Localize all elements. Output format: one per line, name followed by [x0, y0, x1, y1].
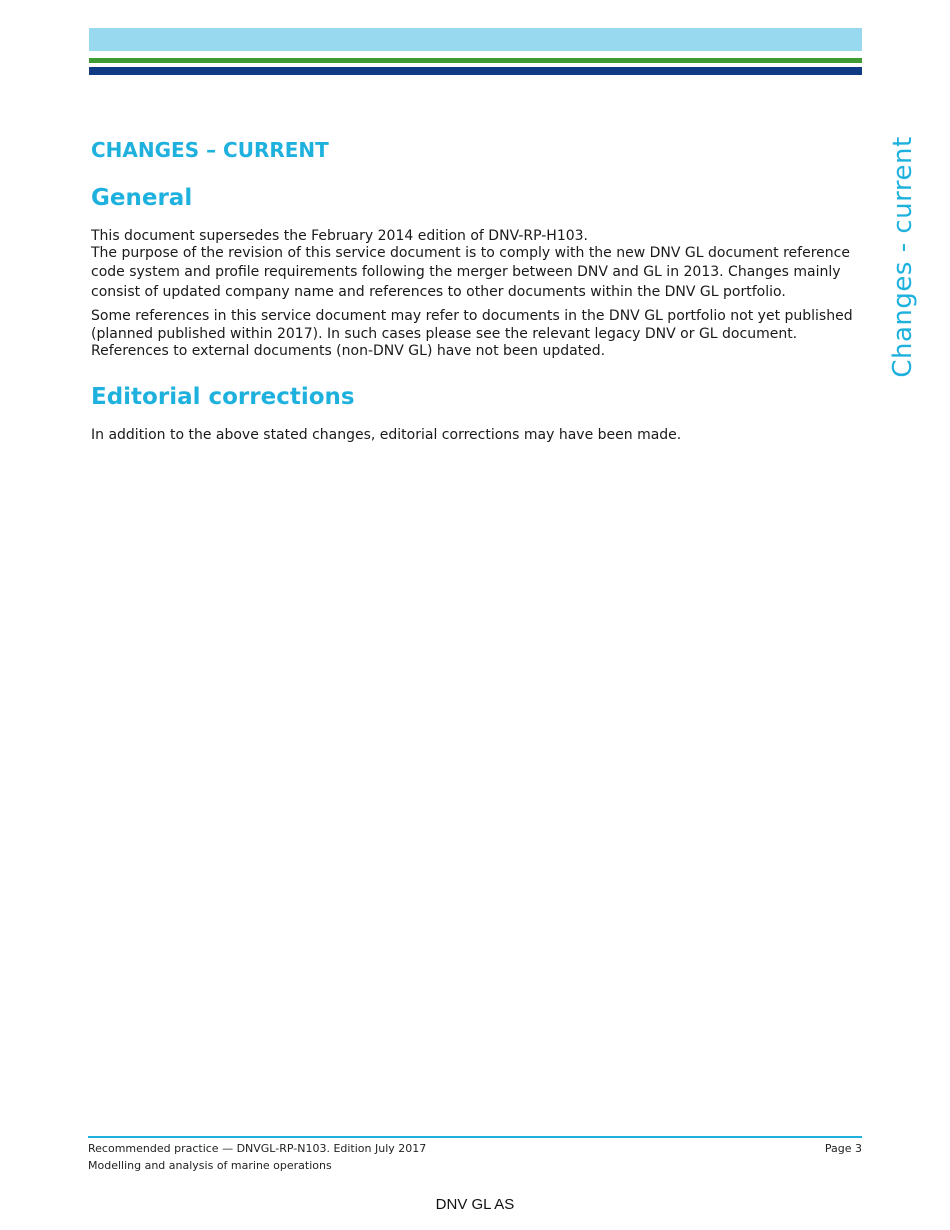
publisher-name: DNV GL AS	[435, 1196, 515, 1213]
footer-divider	[88, 1136, 862, 1138]
header-band-light	[89, 28, 862, 51]
header-band-green	[89, 58, 862, 63]
section-heading-editorial: Editorial corrections	[91, 384, 355, 410]
footer-page-number: Page 3	[824, 1142, 862, 1155]
footer-document-title: Modelling and analysis of marine operations	[88, 1159, 332, 1172]
side-section-tab: Changes - current	[888, 136, 918, 378]
paragraph-supersedes: This document supersedes the February 2014 edition of DNV-RP-H103.	[91, 228, 588, 244]
section-heading-general: General	[91, 185, 193, 211]
page-title: CHANGES – CURRENT	[91, 138, 329, 162]
header-band-blue	[89, 67, 862, 75]
paragraph-references: Some references in this service document may refer to documents in the DNV GL portfolio not yet published (planned published within 2017). In such cases please see the relevant legacy DNV or GL document. References to external documents (non-DNV GL) have not been updated.	[91, 308, 853, 359]
footer-document-id: Recommended practice — DNVGL-RP-N103. Edition July 2017	[88, 1142, 427, 1155]
paragraph-purpose: The purpose of the revision of this service document is to comply with the new DNV GL document reference code system and profile requirements following the merger between DNV and GL in 2013. Changes mainly consist of updated company name and references to other documents within the DNV GL portfolio.	[91, 245, 850, 300]
paragraph-editorial: In addition to the above stated changes, editorial corrections may have been made.	[91, 427, 682, 443]
